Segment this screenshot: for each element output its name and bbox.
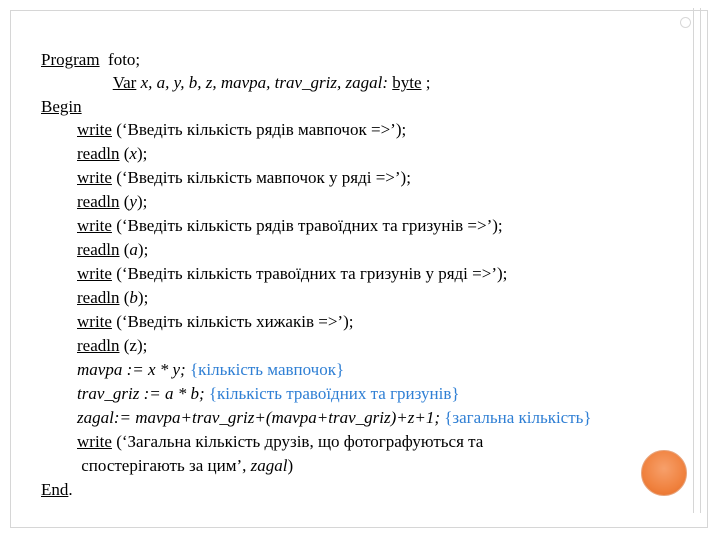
code-line: readln (y);: [77, 192, 148, 211]
code-line: readln (b);: [77, 288, 149, 307]
code-comment: {кількість мавпочок}: [185, 360, 345, 379]
var-line: Var x, a, y, b, z, mavpa, trav_griz, zagal: byte ;: [112, 73, 431, 92]
begin-line: Begin: [41, 97, 82, 116]
code-comment: {загальна кількість}: [440, 408, 592, 427]
code-line: mavpa := x * y; {кількість мавпочок}: [77, 360, 345, 379]
code-line: спостерігають за цим’, zagal): [77, 456, 294, 475]
code-line: readln (x);: [77, 144, 148, 163]
program-line: Program foto;: [41, 50, 141, 69]
code-line: write (‘Загальна кількість друзів, що фотографуються та: [77, 432, 484, 451]
code-line: write (‘Введіть кількість рядів травоїдних та гризунів =>’);: [77, 216, 503, 235]
code-comment: {кількість травоїдних та гризунів}: [204, 384, 460, 403]
code-line: write (‘Введіть кількість травоїдних та гризунів у ряді =>’);: [77, 264, 508, 283]
code-line: write (‘Введіть кількість хижаків =>’);: [77, 312, 354, 331]
code-line: readln (a);: [77, 240, 149, 259]
code-line: write (‘Введіть кількість мавпочок у ряді =>’);: [77, 168, 411, 187]
end-line: End.: [41, 480, 73, 499]
code-line: write (‘Введіть кількість рядів мавпочок =>’);: [77, 120, 407, 139]
code-line: readln (z);: [77, 336, 148, 355]
code-line: zagal:= mavpa+trav_griz+(mavpa+trav_griz)+z+1; {загальна кількість}: [77, 408, 592, 427]
code-line: trav_griz := a * b; {кількість травоїдних та гризунів}: [77, 384, 460, 403]
